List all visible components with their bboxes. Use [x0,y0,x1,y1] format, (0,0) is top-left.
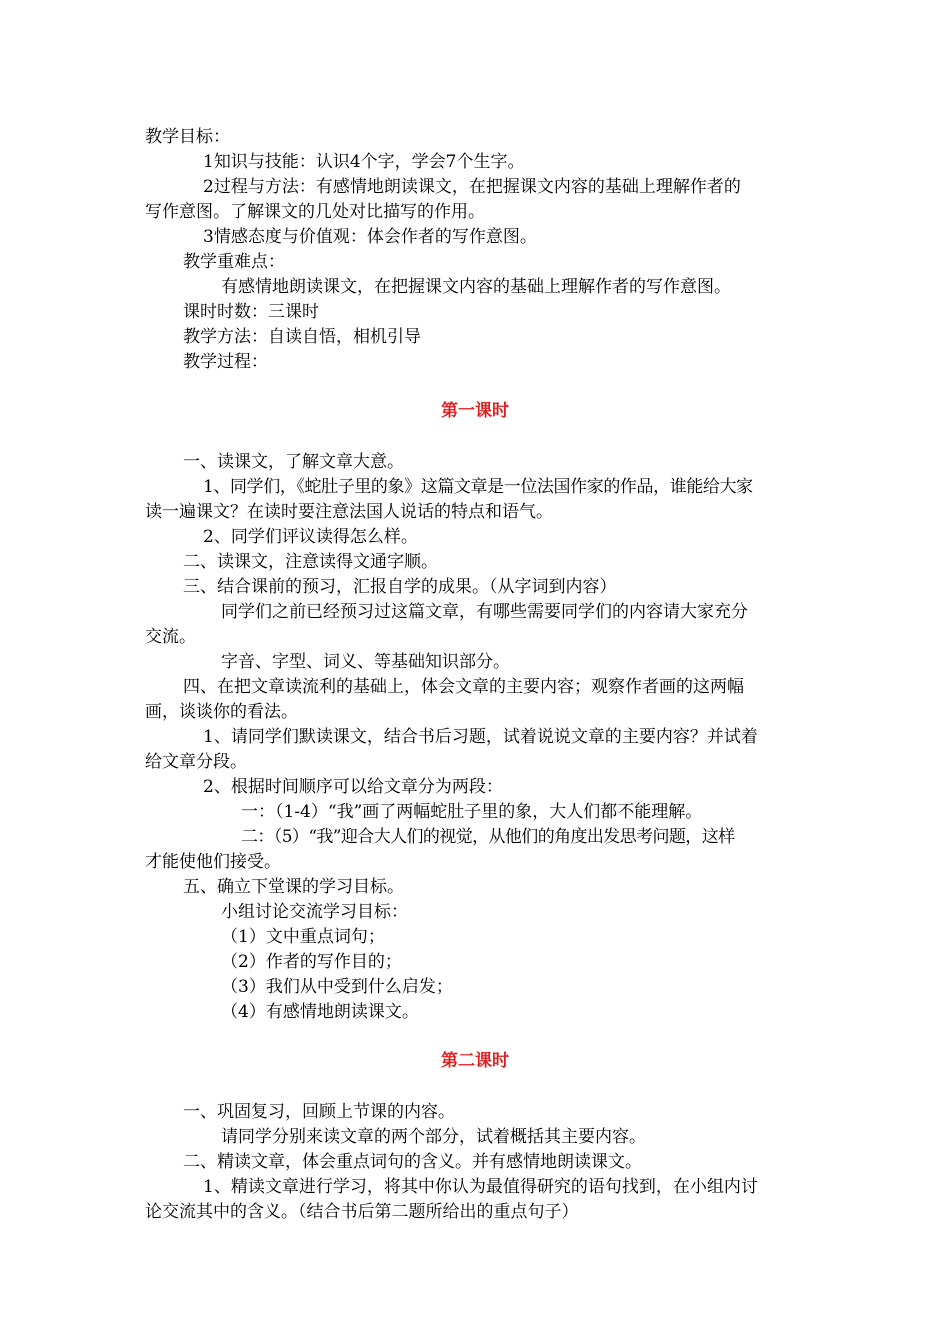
text-line: 同学们之前已经预习过这篇文章，有哪些需要同学们的内容请大家充分 [221,602,748,622]
text-line: 五、确立下堂课的学习目标。 [183,877,404,897]
text-line: 一、巩固复习，回顾上节课的内容。 [183,1102,455,1122]
text-line: 2、根据时间顺序可以给文章分为两段： [203,777,503,797]
text-line: 课时时数：三课时 [183,302,319,322]
section-heading-lesson-2: 第二课时 [441,1051,509,1071]
text-line: 二、精读文章，体会重点词句的含义。并有感情地朗读课文。 [183,1152,642,1172]
text-line: 教学方法：自读自悟，相机引导 [183,327,421,347]
text-line: 小组讨论交流学习目标： [221,902,408,922]
text-line: 论交流其中的含义。（结合书后第二题所给出的重点句子） [145,1202,579,1222]
text-line: （3）我们从中受到什么启发； [221,977,453,997]
text-line: 有感情地朗读课文，在把握课文内容的基础上理解作者的写作意图。 [221,277,731,297]
text-line: 教学重难点： [183,252,285,272]
text-line: 三、结合课前的预习，汇报自学的成果。（从字词到内容） [183,577,617,597]
text-line: 1、精读文章进行学习，将其中你认为最值得研究的语句找到，在小组内讨 [203,1177,758,1197]
text-line: 2、同学们评议读得怎么样。 [203,527,418,547]
text-line: 读一遍课文？在读时要注意法国人说话的特点和语气。 [145,502,553,522]
text-line: 教学过程： [183,352,268,372]
text-line: 一：（1-4）“我”画了两幅蛇肚子里的象，大人们都不能理解。 [241,802,703,822]
text-line: （2）作者的写作目的； [221,952,402,972]
text-line: 1、请同学们默读课文，结合书后习题，试着说说文章的主要内容？并试着 [203,727,758,747]
text-line: 画，谈谈你的看法。 [145,702,298,722]
text-line: 四、在把文章读流利的基础上，体会文章的主要内容；观察作者画的这两幅 [183,677,744,697]
text-line: 1知识与技能：认识4个字，学会7个生字。 [203,152,525,172]
text-line: 二、读课文，注意读得文通字顺。 [183,552,438,572]
text-line: 给文章分段。 [145,752,247,772]
text-line: 一、读课文，了解文章大意。 [183,452,404,472]
text-line: 请同学分别来读文章的两个部分，试着概括其主要内容。 [221,1127,646,1147]
text-line: 教学目标： [145,127,230,147]
text-line: 交流。 [145,627,196,647]
text-line: 3情感态度与价值观：体会作者的写作意图。 [203,227,537,247]
text-line: 2过程与方法：有感情地朗读课文，在把握课文内容的基础上理解作者的 [203,177,741,197]
text-line: 字音、字型、词义、等基础知识部分。 [221,652,510,672]
text-line: 才能使他们接受。 [145,852,281,872]
text-line: 写作意图。了解课文的几处对比描写的作用。 [145,202,485,222]
text-line: 二：（5）“我”迎合大人们的视觉，从他们的角度出发思考问题，这样 [241,827,735,847]
section-heading-lesson-1: 第一课时 [441,401,509,421]
text-line: 1、同学们，《蛇肚子里的象》这篇文章是一位法国作家的作品，谁能给大家 [203,477,753,497]
text-line: （4）有感情地朗读课文。 [221,1002,419,1022]
text-line: （1）文中重点词句； [221,927,385,947]
